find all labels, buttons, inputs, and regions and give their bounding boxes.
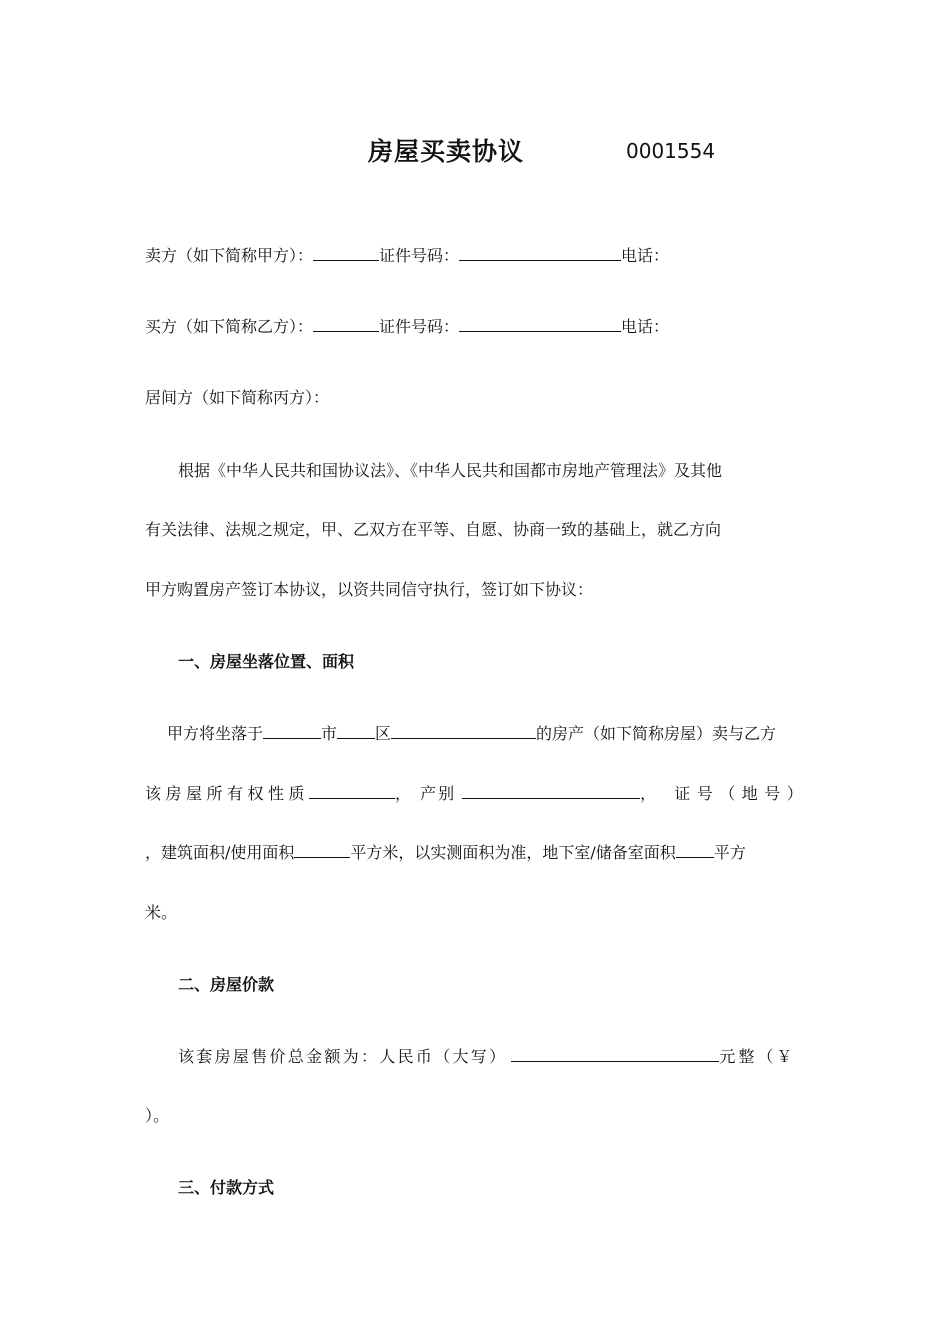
buyer-label: 买方（如下简称乙方）：	[145, 317, 314, 336]
property-type-blank	[462, 781, 640, 799]
buyer-line	[145, 314, 850, 339]
buyer-id-blank	[459, 314, 621, 332]
seller-id-blank	[459, 243, 621, 261]
intermediary-line	[145, 386, 850, 410]
district-text: 区	[375, 724, 392, 743]
basement-area-text: 平方米，以实测面积为准，地下室/储备室面积	[350, 843, 676, 862]
document-number: 0001554	[626, 139, 716, 163]
ownership-nature-blank	[309, 781, 395, 799]
section-1-line-4: 米。	[145, 903, 178, 922]
section-2-line-2: ）。	[145, 1106, 170, 1125]
buyer-phone-label: 电话：	[621, 317, 670, 336]
section-1-line-1	[145, 721, 850, 746]
district-blank	[337, 721, 375, 739]
yuan-text: 元整（￥	[719, 1047, 796, 1066]
seller-label: 卖方（如下简称甲方）：	[145, 246, 314, 265]
certificate-number-text: ， 证号（地号）	[640, 784, 810, 803]
preamble-line-3: 甲方购置房产签订本协议，以资共同信守执行，签订如下协议：	[145, 580, 594, 599]
located-at-text: 甲方将坐落于	[167, 724, 264, 743]
section-1-line-2	[145, 781, 850, 806]
address-blank	[391, 721, 536, 739]
property-sold-text: 的房产（如下简称房屋）卖与乙方	[536, 724, 777, 743]
buyer-name-blank	[313, 314, 379, 332]
section-2-line-1	[145, 1044, 883, 1069]
seller-name-blank	[313, 243, 379, 261]
buyer-id-label: 证件号码：	[379, 317, 460, 336]
preamble-line-2: 有关法律、法规之规定，甲、乙双方在平等、自愿、协商一致的基础上，就乙方向	[145, 520, 722, 539]
property-type-text: ， 产别	[395, 784, 457, 803]
section-3-heading: 三、付款方式	[178, 1178, 275, 1197]
section-1-line-3	[145, 840, 850, 865]
ownership-nature-text: 该房屋所有权性质	[145, 784, 310, 803]
document-title: 房屋买卖协议	[368, 137, 525, 166]
preamble-line-1: 根据《中华人民共和国协议法》、《中华人民共和国都市房地产管理法》及其他	[178, 461, 723, 480]
section-1-heading: 一、房屋坐落位置、面积	[178, 652, 355, 671]
title-row	[0, 132, 950, 172]
seller-id-label: 证件号码：	[379, 246, 460, 265]
section-2-heading: 二、房屋价款	[178, 975, 275, 994]
total-price-blank	[511, 1044, 719, 1062]
total-price-text: 该套房屋售价总金额为：人民币（大写）	[178, 1047, 508, 1066]
city-text: 市	[321, 724, 338, 743]
building-area-text: ，建筑面积/使用面积	[145, 843, 295, 862]
square-text: 平方	[713, 843, 746, 862]
seller-phone-label: 电话：	[621, 246, 670, 265]
basement-area-blank	[676, 840, 714, 858]
city-blank	[263, 721, 321, 739]
seller-line	[145, 243, 850, 268]
intermediary-label: 居间方（如下简称丙方）：	[145, 388, 330, 407]
building-area-blank	[294, 840, 350, 858]
